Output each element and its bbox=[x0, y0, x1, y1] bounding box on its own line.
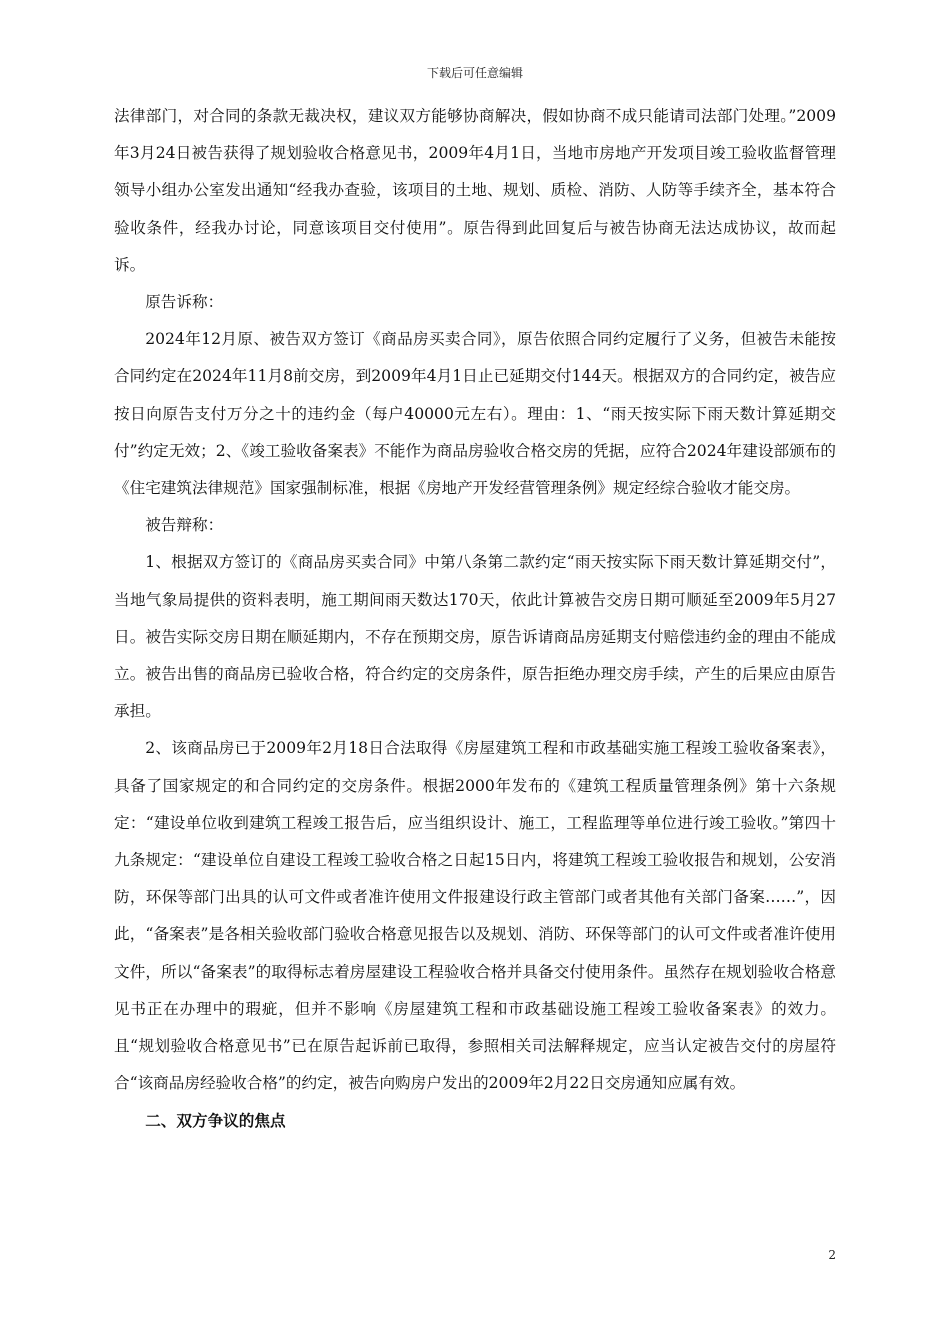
section-heading: 二、双方争议的焦点 bbox=[145, 1111, 286, 1131]
defendant-defense-label: 被告辩称： bbox=[145, 516, 224, 535]
paragraph-continuation: 法律部门，对合同的条款无裁决权，建议双方能够协商解决，假如协商不成只能请司法部门处理。”2009年3月24日被告获得了规划验收合格意见书，2009年4月1日，当地市房地产开发项目竣工验收监督管理领导小组办公室发出通知“经我办查验，该项目的土地、规划、质检、消防、人防等手续齐全，基本符合验收条件，经我办讨论，同意该项目交付使用”。原告得到此回复后与被告协商无法达成协议，故而起诉。 bbox=[114, 107, 836, 274]
defense-point-1: 1、根据双方签订的《商品房买卖合同》中第八条第二款约定“雨天按实际下雨天数计算延期交付”，当地气象局提供的资料表明，施工期间雨天数达170天，依此计算被告交房日期可顺延至2009年5月27日。被告实际交房日期在顺延期内，不存在预期交房，原告诉请商品房延期支付赔偿违约金的理由不能成立。被告出售的商品房已验收合格，符合约定的交房条件，原告拒绝办理交房手续，产生的后果应由原告承担。 bbox=[114, 553, 836, 721]
page-header: 下载后可任意编辑 bbox=[426, 66, 523, 80]
plaintiff-claim-label: 原告诉称： bbox=[145, 293, 224, 312]
defense-point-2: 2、该商品房已于2009年2月18日合法取得《房屋建筑工程和市政基础实施工程竣工验收备案表》，具备了国家规定的和合同约定的交房条件。根据2000年发布的《建筑工程质量管理条例》第十六条规定：“建设单位收到建筑工程竣工报告后，应当组织设计、施工，工程监理等单位进行竣工验收。”第四十九条规定：“建设单位自建设工程竣工验收合格之日起15日内，将建筑工程竣工验收报告和规划，公安消防，环保等部门出具的认可文件或者准许使用文件报建设行政主管部门或者其他有关部门备案……”，因此，“备案表”是各相关验收部门验收合格意见报告以及规划、消防、环保等部门的认可文件或者准许使用文件，所以“备案表”的取得标志着房屋建设工程验收合格并具备交付使用条件。虽然存在规划验收合格意见书正在办理中的瑕疵，但并不影响《房屋建筑工程和市政基础设施工程竣工验收备案表》的效力。且“规划验收合格意见书”已在原告起诉前已取得，参照相关司法解释规定，应当认定被告交付的房屋符合“该商品房经验收合格”的约定，被告向购房户发出的2009年2月22日交房通知应属有效。 bbox=[114, 739, 836, 1093]
plaintiff-claim-paragraph: 2024年12月原、被告双方签订《商品房买卖合同》，原告依照合同约定履行了义务，但被告未能按合同约定在2024年11月8前交房，到2009年4月1日止已延期交付144天。根据双方的合同约定，被告应按日向原告支付万分之十的违约金（每户40000元左右）。理由：1、“雨天按实际下雨天数计算延期交付”约定无效；2、《竣工验收备案表》不能作为商品房验收合格交房的凭据，应符合2024年建设部颁布的《住宅建筑法律规范》国家强制标准，根据《房地产开发经营管理条例》规定经综合验收才能交房。 bbox=[114, 330, 836, 498]
page-number: 2 bbox=[828, 1248, 836, 1262]
document-body bbox=[114, 98, 836, 1140]
